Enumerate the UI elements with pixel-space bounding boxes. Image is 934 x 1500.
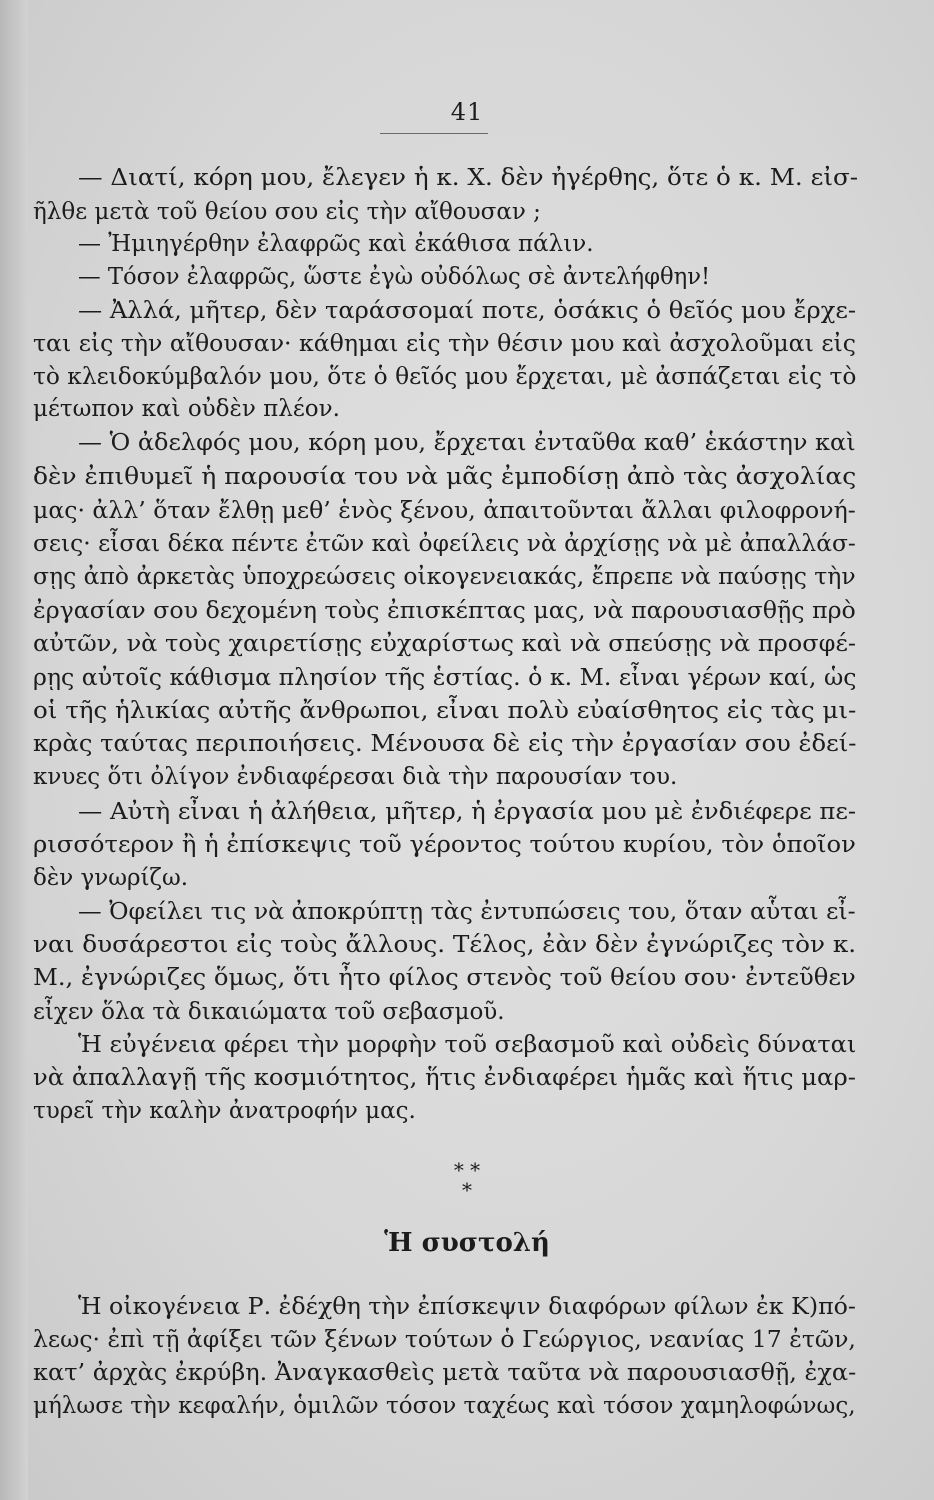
ornament-bottom-star: *: [462, 1178, 472, 1202]
text-line: ἐργασίαν σου δεχομένη τοὺς ἐπισκέπτας μας, νὰ παρουσιασθῇς πρὸ: [33, 598, 856, 624]
text-line: μέτωπον καὶ οὐδὲν πλέον.: [33, 396, 340, 422]
text-line: μήλωσε τὴν κεφαλήν, ὁμιλῶν τόσον ταχέως καὶ τόσον χαμηλοφώνως,: [33, 1393, 856, 1419]
text-line: ρῃς αὐτοῖς κάθισμα πλησίον τῆς ἑστίας. ὁ κ. Μ. εἶναι γέρων καί, ὡς: [33, 665, 857, 691]
text-line: Ἡ εὐγένεια φέρει τὴν μορφὴν τοῦ σεβασμοῦ καὶ οὐδεὶς δύναται: [78, 1032, 857, 1058]
section-ornament: [0, 1160, 934, 1200]
text-line: δὲν ἐπιθυμεῖ ἡ παρουσία του νὰ μᾶς ἐμποδίσῃ ἀπὸ τὰς ἀσχολίας: [33, 464, 857, 490]
text-line: οἱ τῆς ἡλικίας αὐτῆς ἄνθρωποι, εἶναι πολὺ εὐαίσθητος εἰς τὰς μι-: [33, 698, 857, 724]
text-line: εἶχεν ὅλα τὰ δικαιώματα τοῦ σεβασμοῦ.: [33, 999, 505, 1025]
text-line: κνυες ὅτι ὀλίγον ἐνδιαφέρεσαι διὰ τὴν παρουσίαν του.: [33, 764, 678, 790]
page-number: 41: [450, 98, 484, 126]
text-line: αὐτῶν, νὰ τοὺς χαιρετίσῃς εὐχαρίστως καὶ νὰ σπεύσῃς νὰ προσφέ-: [33, 631, 857, 657]
text-line: ρισσότερον ἢ ἡ ἐπίσκεψις τοῦ γέροντος τούτου κυρίου, τὸν ὁποῖον: [33, 832, 856, 858]
text-line: τὸ κλειδοκύμβαλόν μου, ὅτε ὁ θεῖός μου ἔρχεται, μὲ ἀσπάζεται εἰς τὸ: [33, 364, 857, 390]
text-line: δὲν γνωρίζω.: [33, 865, 189, 891]
text-line: μας· ἀλλ’ ὅταν ἔλθῃ μεθ’ ἑνὸς ξένου, ἀπαιτοῦνται ἄλλαι φιλοφρονή-: [33, 498, 856, 524]
text-line: κρὰς ταύτας περιποιήσεις. Μένουσα δὲ εἰς τὴν ἐργασίαν σου ἐδεί-: [33, 731, 857, 757]
text-line: — Ὀφείλει τις νὰ ἀποκρύπτῃ τὰς ἐντυπώσεις του, ὅταν αὗται εἶ-: [78, 899, 856, 925]
text-line: Ἡ οἰκογένεια Ρ. ἐδέχθη τὴν ἐπίσκεψιν διαφόρων φίλων ἐκ Κ)πό-: [78, 1294, 856, 1320]
text-line: νὰ ἀπαλλαγῇ τῆς κοσμιότητος, ἥτις ἐνδιαφέρει ἡμᾶς καὶ ἥτις μαρ-: [33, 1065, 856, 1091]
text-line: — Ἀλλά, μῆτερ, δὲν ταράσσομαί ποτε, ὁσάκις ὁ θεῖός μου ἔρχε-: [78, 298, 857, 324]
text-line: ναι δυσάρεστοι εἰς τοὺς ἄλλους. Τέλος, ἐὰν δὲν ἐγνώριζες τὸν κ.: [33, 932, 857, 958]
text-line: — Διατί, κόρη μου, ἔλεγεν ἡ κ. Χ. δὲν ἠγέρθης, ὅτε ὁ κ. Μ. εἰσ-: [78, 165, 859, 191]
text-line: — Ἠμιηγέρθην ἐλαφρῶς καὶ ἐκάθισα πάλιν.: [78, 231, 594, 257]
text-line: λεως· ἐπὶ τῇ ἀφίξει τῶν ξένων τούτων ὁ Γεώργιος, νεανίας 17 ἐτῶν,: [33, 1327, 856, 1353]
text-line: — Αὐτὴ εἶναι ἡ ἀλήθεια, μῆτερ, ἡ ἐργασία μου μὲ ἐνδιέφερε πε-: [78, 799, 857, 825]
text-line: — Ὁ ἀδελφός μου, κόρη μου, ἔρχεται ἐνταῦθα καθ’ ἑκάστην καὶ: [78, 430, 856, 456]
page-number-rule: [380, 133, 488, 134]
text-line: σῃς ἀπὸ ἀρκετὰς ὑποχρεώσεις οἰκογενειακάς, ἔπρεπε νὰ παύσῃς τὴν: [33, 564, 856, 590]
page-gutter: [0, 0, 28, 1500]
text-line: ῆλθε μετὰ τοῦ θείου σου εἰς τὴν αἴθουσαν ;: [33, 199, 541, 225]
text-line: ται εἰς τὴν αἴθουσαν· κάθημαι εἰς τὴν θέσιν μου καὶ ἀσχολοῦμαι εἰς: [33, 331, 856, 357]
ornament-top-stars: * *: [453, 1158, 481, 1182]
text-line: τυρεῖ τὴν καλὴν ἀνατροφήν μας.: [33, 1098, 416, 1124]
text-line: Μ., ἐγνώριζες ὅμως, ὅτι ἦτο φίλος στενὸς τοῦ θείου σου· ἐντεῦθεν: [33, 965, 856, 991]
text-line: κατ’ ἀρχὰς ἐκρύβη. Ἀναγκασθεὶς μετὰ ταῦτα νὰ παρουσιασθῇ, ἐχα-: [33, 1360, 857, 1386]
text-line: σεις· εἶσαι δέκα πέντε ἐτῶν καὶ ὀφείλεις νὰ ἀρχίσῃς νὰ μὲ ἀπαλλάσ-: [33, 531, 856, 557]
section-heading: Ἡ συστολή: [384, 1228, 550, 1258]
text-line: — Τόσον ἐλαφρῶς, ὥστε ἐγὼ οὐδόλως σὲ ἀντελήφθην!: [78, 264, 711, 290]
